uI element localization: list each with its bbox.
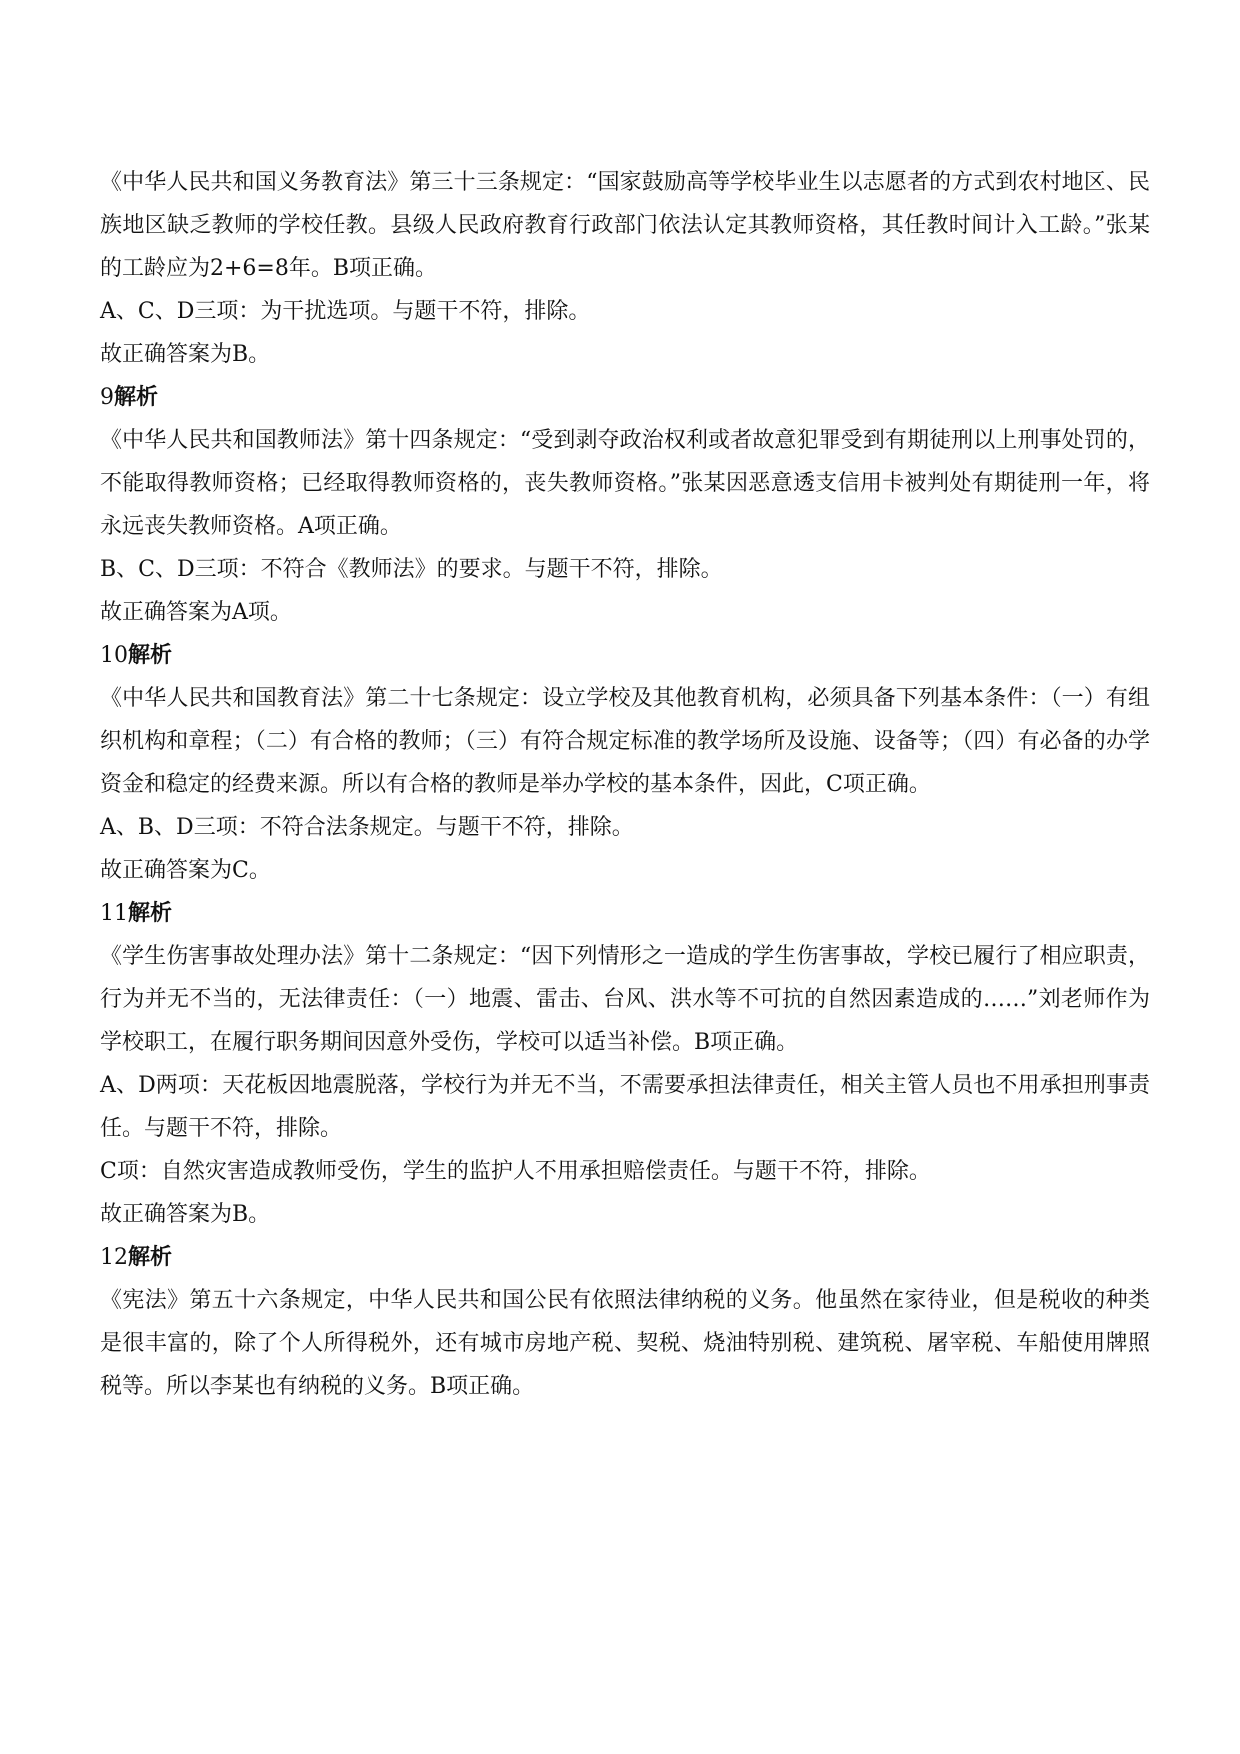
section-paragraph: A、D两项：天花板因地震脱落，学校行为并无不当，不需要承担法律责任，相关主管人员也不用承担刑事责任。与题干不符，排除。 (100, 1073, 1150, 1141)
section-number: 10 (100, 643, 128, 668)
section-number: 9 (100, 385, 114, 410)
section-heading (100, 892, 1150, 935)
intro-paragraph: 《中华人民共和国义务教育法》第三十三条规定：“国家鼓励高等学校毕业生以志愿者的方式到农村地区、民族地区缺乏教师的学校任教。县级人民政府教育行政部门依法认定其教师资格，其任教时间计入工龄。”张某的工龄应为2+6=8年。B项正确。 (100, 170, 1150, 281)
section-heading (100, 376, 1150, 419)
section-heading-label: 解析 (128, 901, 173, 926)
section-heading-label: 解析 (128, 643, 173, 668)
section-number: 12 (100, 1245, 128, 1270)
section-heading-label: 解析 (128, 1245, 173, 1270)
section-paragraph: 《宪法》第五十六条规定，中华人民共和国公民有依照法律纳税的义务。他虽然在家待业，但是税收的种类是很丰富的，除了个人所得税外，还有城市房地产税、契税、烧油特别税、建筑税、屠宰税、车船使用牌照税等。所以李某也有纳税的义务。B项正确。 (100, 1288, 1150, 1399)
section-heading (100, 634, 1150, 677)
section-paragraph: 《中华人民共和国教师法》第十四条规定：“受到剥夺政治权利或者故意犯罪受到有期徒刑以上刑事处罚的，不能取得教师资格；已经取得教师资格的，丧失教师资格。”张某因恶意透支信用卡被判处有期徒刑一年，将永远丧失教师资格。A项正确。 (100, 428, 1150, 539)
section-paragraph: 故正确答案为A项。 (100, 600, 292, 625)
section-paragraph: 故正确答案为C。 (100, 858, 271, 883)
section-paragraph: A、B、D三项：不符合法条规定。与题干不符，排除。 (100, 815, 634, 840)
section-paragraph: 《中华人民共和国教育法》第二十七条规定：设立学校及其他教育机构，必须具备下列基本条件：（一）有组织机构和章程；（二）有合格的教师；（三）有符合规定标准的教学场所及设施、设备等；（四）有必备的办学资金和稳定的经费来源。所以有合格的教师是举办学校的基本条件，因此，C项正确。 (100, 686, 1150, 797)
intro-paragraph: 故正确答案为B。 (100, 342, 271, 367)
section-paragraph: C项：自然灾害造成教师受伤，学生的监护人不用承担赔偿责任。与题干不符，排除。 (100, 1159, 931, 1184)
intro-paragraph: A、C、D三项：为干扰选项。与题干不符，排除。 (100, 299, 591, 324)
section-heading-label: 解析 (114, 385, 159, 410)
document-body (100, 161, 1150, 1408)
section-heading (100, 1236, 1150, 1279)
section-paragraph: B、C、D三项：不符合《教师法》的要求。与题干不符，排除。 (100, 557, 723, 582)
section-paragraph: 《学生伤害事故处理办法》第十二条规定：“因下列情形之一造成的学生伤害事故，学校已履行了相应职责，行为并无不当的，无法律责任：（一）地震、雷击、台风、洪水等不可抗的自然因素造成的……”刘老师作为学校职工，在履行职务期间因意外受伤，学校可以适当补偿。B项正确。 (100, 944, 1150, 1055)
section-paragraph: 故正确答案为B。 (100, 1202, 271, 1227)
section-number: 11 (100, 901, 128, 926)
